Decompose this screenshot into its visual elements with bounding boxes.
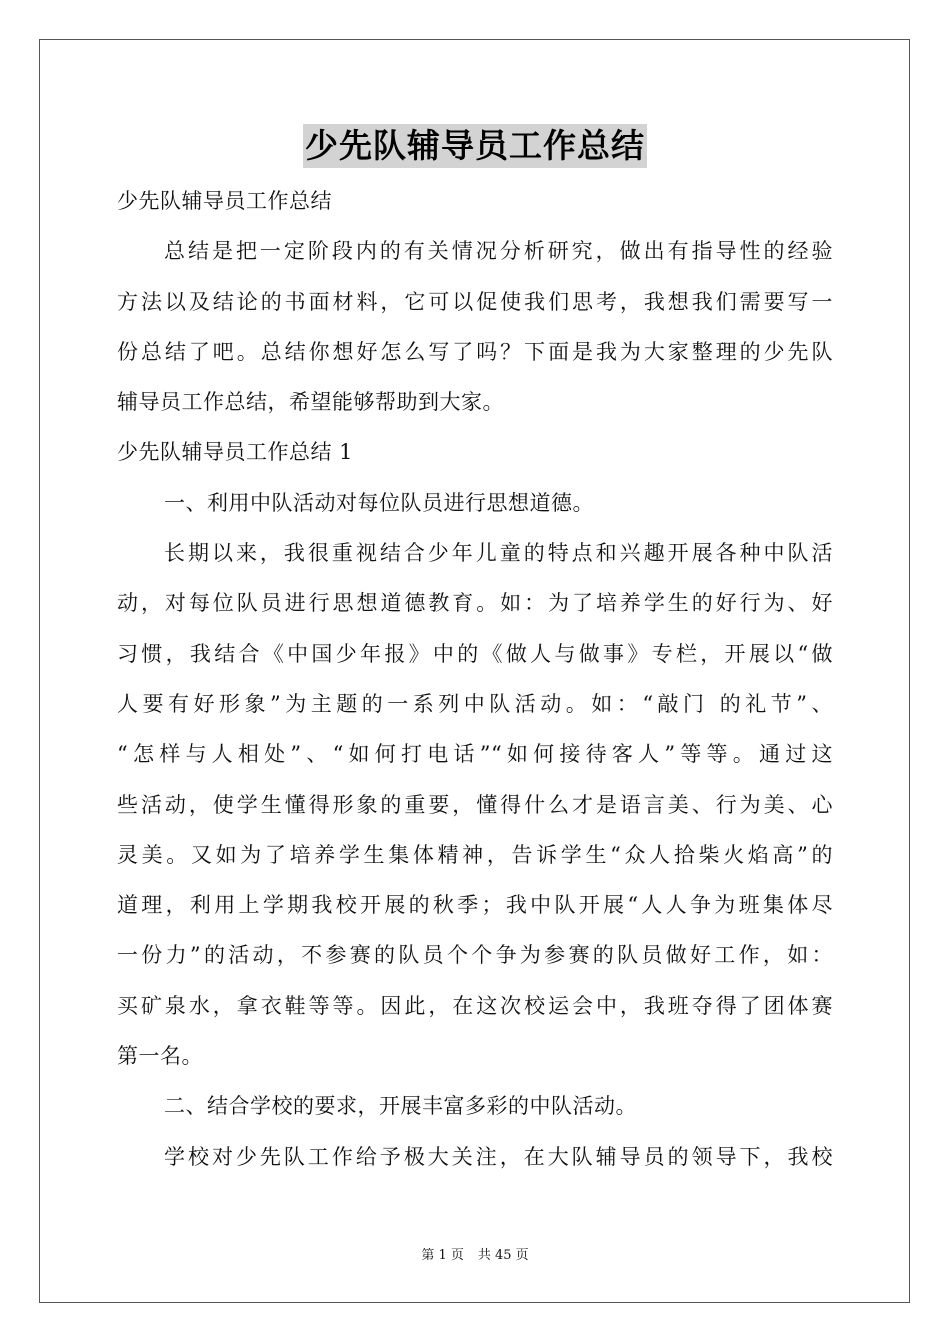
- title-container: [0, 124, 950, 168]
- text-line: 少先队辅导员工作总结: [117, 189, 332, 213]
- text-line: 辅导员工作总结，希望能够帮助到大家。: [117, 390, 504, 415]
- text-line: 动，对每位队员进行思想道德教育。如：为了培养学生的好行为、好: [117, 591, 833, 616]
- text-line: 方法以及结论的书面材料，它可以促使我们思考，我想我们需要写一: [117, 289, 833, 314]
- text-line: 二、结合学校的要求，开展丰富多彩的中队活动。: [164, 1094, 637, 1119]
- text-line: 总结是把一定阶段内的有关情况分析研究，做出有指导性的经验: [164, 239, 833, 264]
- text-line: 长期以来，我很重视结合少年儿童的特点和兴趣开展各种中队活: [164, 541, 833, 566]
- document-body: [117, 176, 833, 1182]
- text-line: 一份力”的活动，不参赛的队员个个争为参赛的队员做好工作，如：: [117, 943, 833, 968]
- text-line: 些活动，使学生懂得形象的重要，懂得什么才是语言美、行为美、心: [117, 792, 833, 817]
- document-title: 少先队辅导员工作总结: [303, 124, 647, 168]
- text-line: 一、利用中队活动对每位队员进行思想道德。: [164, 490, 594, 515]
- page-footer: [0, 1246, 950, 1266]
- text-line: 道理，利用上学期我校开展的秋季；我中队开展“人人争为班集体尽: [117, 893, 833, 918]
- text-line: 学校对少先队工作给予极大关注，在大队辅导员的领导下，我校: [164, 1144, 833, 1169]
- text-line: 灵美。又如为了培养学生集体精神，告诉学生“众人拾柴火焰高”的: [117, 842, 833, 867]
- text-line: 习惯，我结合《中国少年报》中的《做人与做事》专栏，开展以“做: [117, 641, 833, 666]
- text-line: 第一名。: [117, 1044, 203, 1069]
- text-line: 人要有好形象”为主题的一系列中队活动。如：“敲门 的礼节”、: [117, 691, 833, 716]
- text-line: “怎样与人相处”、“如何打电话”“如何接待客人”等等。通过这: [117, 742, 833, 767]
- page-number: 第 1 页: [421, 1248, 464, 1263]
- text-line: 份总结了吧。总结你想好怎么写了吗？下面是我为大家整理的少先队: [117, 339, 833, 364]
- text-line: 买矿泉水，拿衣鞋等等。因此，在这次校运会中，我班夺得了团体赛: [117, 993, 833, 1018]
- page-total: 共 45 页: [477, 1248, 529, 1263]
- text-line: 少先队辅导员工作总结 1: [117, 440, 354, 465]
